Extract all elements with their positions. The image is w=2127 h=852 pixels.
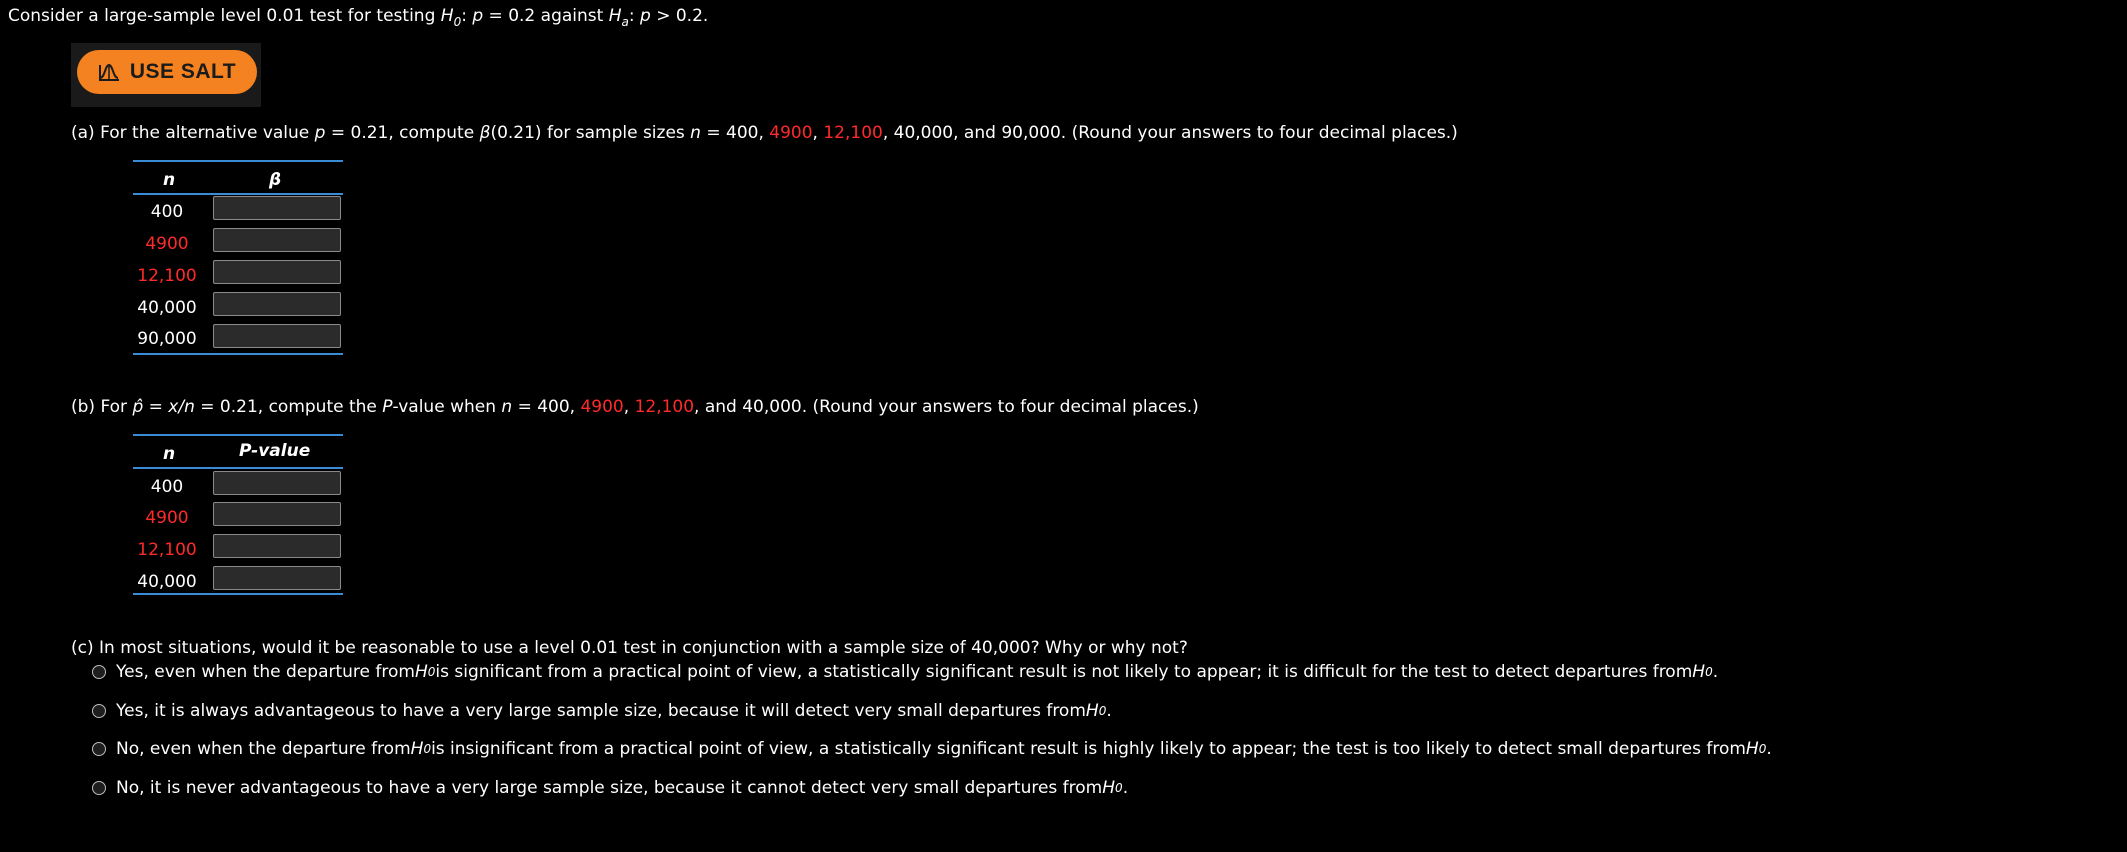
h0-subscript: 0 (453, 15, 462, 29)
beta-input-90000[interactable] (213, 324, 341, 348)
n-value: 400 (150, 477, 184, 497)
n-value: 400 (150, 202, 184, 222)
radio-button[interactable] (92, 665, 106, 679)
beta-input-40000[interactable] (213, 292, 341, 316)
n-value: 40,000 (137, 572, 197, 592)
h0-subscript: 0 (1705, 665, 1713, 679)
option-no-too-likely[interactable] (92, 739, 1772, 759)
radio-button[interactable] (92, 781, 106, 795)
radio-button[interactable] (92, 742, 106, 756)
salt-button-container (71, 43, 261, 107)
h0-symbol: H (1102, 778, 1116, 798)
part-a-text: (a) For the alternative value (71, 123, 315, 143)
option-text: No, it is never advantageous to have a very large sample size, because it cannot detect very small departures from (116, 778, 1103, 798)
phat-symbol: p̂ (132, 397, 144, 417)
n-value: 90,000 (137, 329, 197, 349)
part-a-question (71, 123, 1458, 143)
col-header-beta: β (269, 170, 282, 190)
n-value: 4900 (145, 508, 189, 528)
p-symbol: p (314, 123, 326, 143)
col-header-n: n (163, 170, 176, 190)
option-text: Yes, even when the departure from (116, 662, 415, 682)
h0-symbol: H (1745, 739, 1759, 759)
n-symbol: n (501, 397, 513, 417)
part-b-text: , (623, 397, 635, 417)
p-value-input-4900[interactable] (213, 502, 341, 526)
p-value-table (133, 432, 343, 602)
part-a-text: = 400, (700, 123, 770, 143)
n-value: 4900 (145, 234, 189, 254)
table-bottom-rule (133, 353, 343, 355)
table-header-rule (133, 467, 343, 469)
beta-symbol: β (479, 123, 491, 143)
highlight-value: 12,100 (823, 123, 883, 143)
use-salt-button[interactable] (77, 50, 257, 94)
radio-button[interactable] (92, 704, 106, 718)
x-over-n-symbol: x/n (168, 397, 195, 417)
n-value: 12,100 (137, 540, 197, 560)
col-header-n: n (163, 444, 176, 464)
part-b-text: = 400, (512, 397, 581, 417)
highlight-value: 12,100 (634, 397, 695, 417)
n-value: 40,000 (137, 298, 197, 318)
n-value: 12,100 (137, 266, 197, 286)
h0-subscript: 0 (427, 665, 436, 679)
salt-chart-icon (98, 62, 120, 82)
option-text: is insignificant from a practical point of view, a statistically significant result is highly likely to appear; the test is too likely to detect small departures from (431, 739, 1746, 759)
part-b-question (71, 397, 1199, 417)
table-bottom-rule (133, 593, 343, 595)
h0-symbol: H (410, 739, 424, 759)
col-header-p-value: P-value (239, 441, 311, 461)
option-text: No, even when the departure from (116, 739, 411, 759)
option-text: . (1712, 662, 1719, 682)
h0-subscript: 0 (1115, 781, 1123, 795)
option-yes-advantageous[interactable] (92, 701, 1112, 721)
beta-input-4900[interactable] (213, 228, 341, 252)
part-a-text: = 0.21, compute (325, 123, 480, 143)
problem-statement (8, 6, 708, 29)
beta-table (133, 158, 343, 358)
intro-text: Consider a large-sample level 0.01 test for testing (8, 6, 441, 26)
h0-symbol: H (440, 6, 454, 26)
p-value-symbol: P (382, 397, 393, 417)
h0-subscript: 0 (423, 742, 432, 756)
h0-subscript: 0 (1098, 704, 1107, 718)
part-c-question: (c) In most situations, would it be reasonable to use a level 0.01 test in conjunction with a sample size of 40,000? Why or why not? (71, 638, 1188, 658)
part-a-text: , 40,000, and 90,000. (Round your answers to four decimal places.) (882, 123, 1458, 143)
h0-symbol: H (1692, 662, 1706, 682)
p-value-input-40000[interactable] (213, 566, 341, 590)
part-b-text: -value when (392, 397, 502, 417)
table-header-rule (133, 193, 343, 195)
intro-text: > 0.2. (650, 6, 709, 26)
option-no-never-advantageous[interactable] (92, 778, 1128, 798)
h0-symbol: H (414, 662, 428, 682)
intro-text: : (628, 6, 640, 26)
h0-subscript: 0 (1758, 742, 1767, 756)
part-a-text: (0.21) for sample sizes (490, 123, 691, 143)
beta-input-12100[interactable] (213, 260, 341, 284)
option-text: is significant from a practical point of view, a statistically significant result is not likely to appear; it is difficult for the test to detect departures from (435, 662, 1693, 682)
part-b-text: (b) For (71, 397, 133, 417)
part-b-text: , and 40,000. (Round your answers to four decimal places.) (694, 397, 1199, 417)
n-symbol: n (690, 123, 701, 143)
p-symbol: p (640, 6, 651, 26)
part-b-text: = 0.21, compute the (194, 397, 383, 417)
highlight-value: 4900 (580, 397, 624, 417)
intro-text: = 0.2 against (483, 6, 609, 26)
option-text: Yes, it is always advantageous to have a very large sample size, because it will detect very small departures from (116, 701, 1086, 721)
beta-input-400[interactable] (213, 196, 341, 220)
option-text: . (1122, 778, 1129, 798)
ha-symbol: H (608, 6, 622, 26)
table-top-rule (133, 160, 343, 162)
option-yes-difficult[interactable] (92, 662, 1718, 682)
highlight-value: 4900 (769, 123, 813, 143)
p-value-input-12100[interactable] (213, 534, 341, 558)
option-text: . (1106, 701, 1112, 721)
intro-text: : (461, 6, 473, 26)
part-b-text: = (143, 397, 169, 417)
p-value-input-400[interactable] (213, 471, 341, 495)
table-top-rule (133, 434, 343, 436)
option-text: . (1766, 739, 1772, 759)
use-salt-label: USE SALT (129, 60, 237, 83)
ha-subscript: a (621, 15, 629, 29)
p-symbol: p (472, 6, 484, 26)
part-a-text: , (812, 123, 824, 143)
h0-symbol: H (1085, 701, 1099, 721)
